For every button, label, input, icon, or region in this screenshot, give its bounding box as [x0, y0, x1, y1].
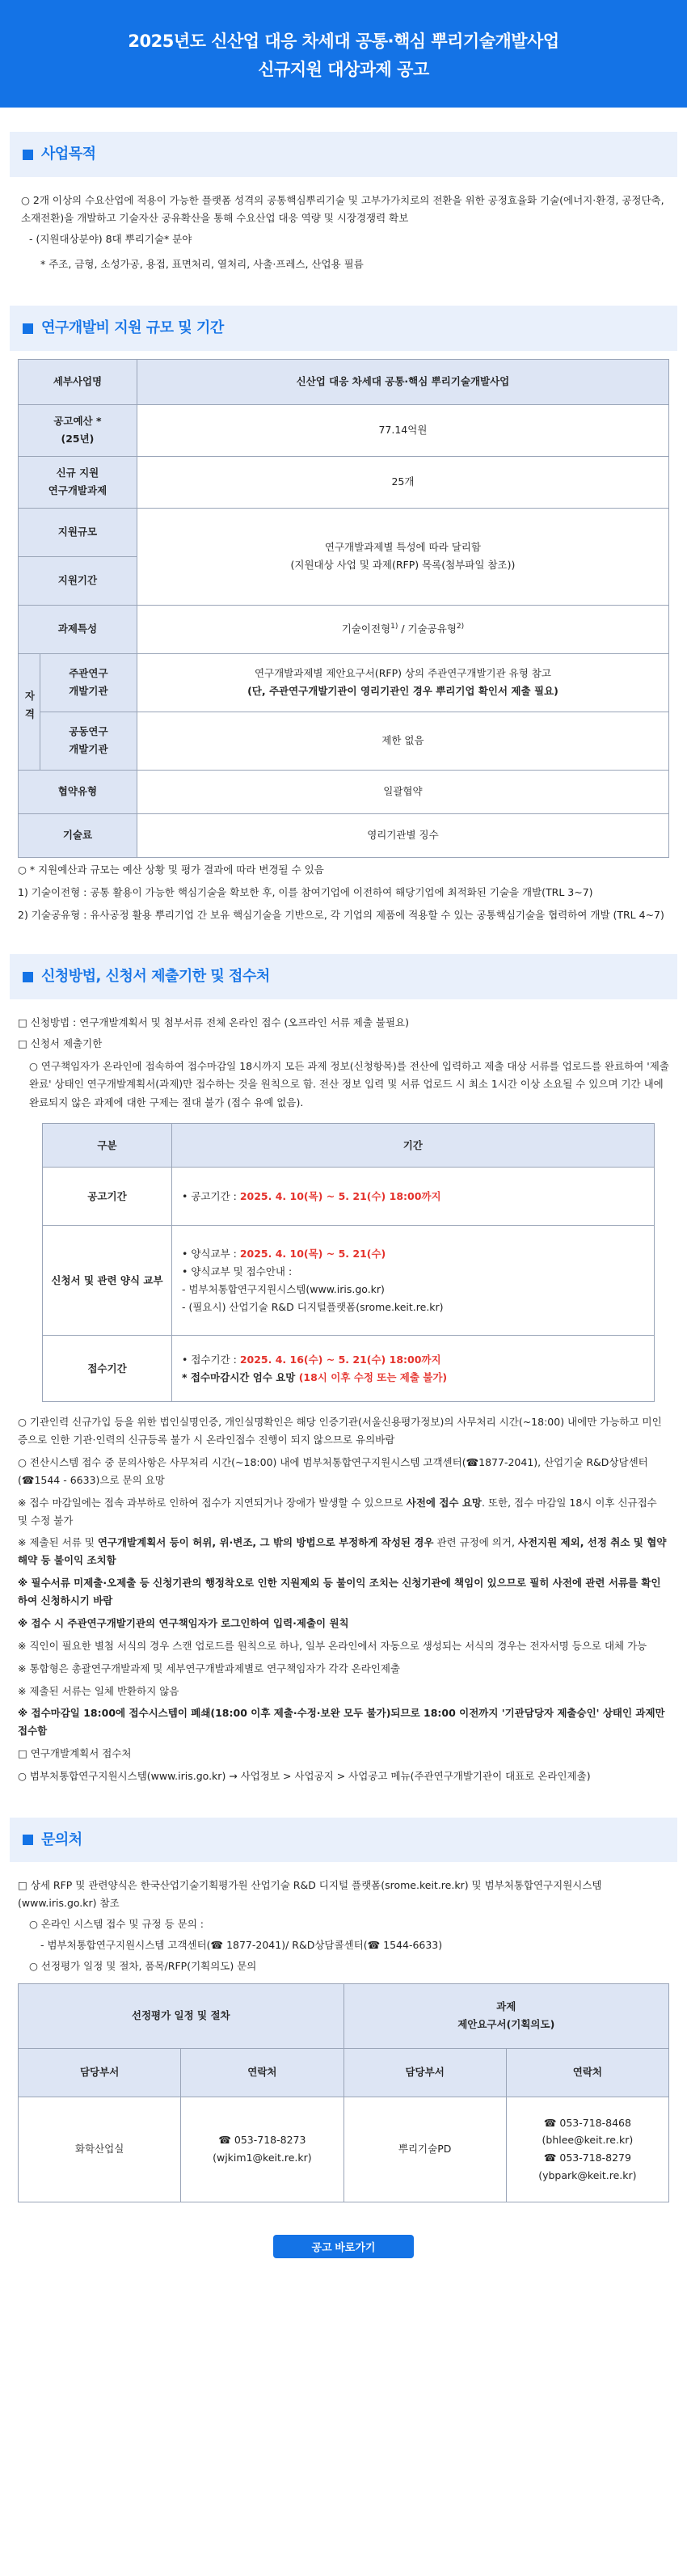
cell-text: (25년) [61, 433, 95, 446]
cell-text: • 양식교부 및 접수안내 : [182, 1265, 293, 1277]
table-cell: 77.14억원 [137, 404, 668, 456]
table-cell [137, 508, 668, 605]
application-note: ※ 직인이 필요한 별첨 서식의 경우 스캔 업로드를 원칙으로 하나, 일부 온라인에서 자동으로 생성되는 서식의 경우는 전자서명 등으로 대체 가능 [18, 1639, 647, 1652]
table-header-cell: 기술료 [19, 813, 137, 857]
table-header-cell: 연락처 [181, 2048, 344, 2097]
cell-text: 기술이전형 [341, 623, 391, 636]
table-header-cell [19, 653, 40, 770]
cell-text: - (필요시) 산업기술 R&D 디지털플랫폼(srome.keit.re.kr) [182, 1300, 444, 1313]
table-header-cell: 기간 [172, 1124, 655, 1168]
date-highlight: 2025. 4. 10(목) ~ 5. 21(수) [239, 1247, 386, 1260]
application-deadline-heading: □ 신청서 제출기한 [18, 1037, 103, 1049]
cell-text: 개발기관 [69, 743, 108, 756]
cell-text: 연구개발과제별 제안요구서(RFP) 상의 주관연구개발기관 유형 참고 [254, 667, 551, 680]
table-cell: 접수기간 [43, 1336, 172, 1402]
date-highlight: 2025. 4. 16(수) ~ 5. 21(수) 18:00까지 [239, 1353, 441, 1366]
application-note: ○ 전산시스템 접수 중 문의사항은 사무처리 시간(~18:00) 내에 범부처통합연구지원시스템 고객센터(☎1877-2041), 산업기술 R&D상담센터(☎1544 - 6633)으로 문의 요망 [18, 1455, 648, 1486]
table-header-cell [40, 653, 137, 712]
table-header-cell: 세부사업명 [19, 359, 137, 404]
table-row [43, 1226, 655, 1336]
application-note [18, 1494, 669, 1530]
cell-text: (단, 주관연구개발기관이 영리기관인 경우 뿌리기업 확인서 제출 필요) [247, 685, 558, 698]
cell-text: 연구개발과제 [48, 484, 107, 497]
application-method: □ 신청방법 : 연구개발계획서 및 첨부서류 전체 온라인 접수 (오프라인 서류 제출 불필요) [18, 1016, 410, 1028]
cell-text: 과제 [496, 2000, 516, 2013]
email-text: (ybpark@keit.re.kr) [538, 2169, 637, 2182]
purpose-body [10, 177, 677, 274]
table-header-cell: 담당부서 [344, 2048, 506, 2097]
table-cell [181, 2097, 344, 2202]
cell-text: / 기술공유형 [398, 623, 457, 636]
application-body [10, 999, 677, 1785]
contact-table [18, 1983, 669, 2202]
table-header-cell: 담당부서 [19, 2048, 181, 2097]
application-note: ○ 기관인력 신규가입 등을 위한 법인실명인증, 개인실명확인은 해당 인증기관(서울신용평가정보)의 사무처리 시간(~18:00) 내에만 가능하고 미인증으로 인한 기관·인력의 신규등록 불가 시 온라인접수 진행이 되지 않으므로 유의바람 [18, 1416, 662, 1446]
table-row [19, 605, 669, 653]
square-bullet-icon [23, 150, 33, 160]
table-row [19, 359, 669, 404]
table-header-cell: 지원기간 [19, 556, 137, 605]
application-note: ※ 제출된 서류는 일체 반환하지 않음 [18, 1684, 179, 1697]
table-row [19, 2048, 669, 2097]
contact-text: ○ 온라인 시스템 접수 및 규정 등 문의 : [29, 1918, 204, 1931]
table-cell: 영리기관별 징수 [137, 813, 668, 857]
notice-header [0, 0, 687, 108]
table-row [19, 653, 669, 712]
cell-text: 개발기관 [69, 685, 108, 698]
purpose-text: ○ 2개 이상의 수요산업에 적용이 가능한 플랫폼 성격의 공통핵심뿌리기술 및 고부가가치로의 전환을 위한 공정효율화 기술(에너지·환경, 공정단축, 소재전환)을 개발하고 기술자산 공유확산을 통해 수요산업 대응 역량 및 시장경쟁력 확보 [21, 193, 664, 224]
cell-text: • 공고기간 : [182, 1189, 240, 1202]
application-note [18, 1534, 669, 1569]
cell-text: (지원대상 사업 및 과제(RFP) 목록(첨부파일 참조)) [290, 559, 516, 572]
square-bullet-icon [23, 1835, 33, 1845]
application-note: ※ 접수 시 주관연구개발기관의 연구책임자가 로그인하여 입력·제출이 원칙 [18, 1616, 349, 1629]
cell-text: 사전에 접수 요망 [406, 1496, 483, 1509]
table-row [19, 404, 669, 456]
application-note: ※ 접수마감일 18:00에 접수시스템이 폐쇄(18:00 이후 제출·수정·보완 모두 불가)되므로 18:00 이전까지 '기관담당자 제출승인' 상태인 과제만 접수함 [18, 1707, 665, 1738]
cell-text: . 또한, 접수 마감일 18시 이후 신규접수 및 수정 불가 [18, 1496, 657, 1527]
table-row [19, 456, 669, 508]
section-title: 문의처 [41, 1831, 82, 1848]
table-row [43, 1124, 655, 1168]
purpose-note: * 주조, 금형, 소성가공, 용접, 표면처리, 열처리, 사출·프레스, 산업용 필름 [40, 258, 364, 271]
table-row [43, 1168, 655, 1226]
section-title: 신청방법, 신청서 제출기한 및 접수처 [41, 968, 270, 986]
cell-text: • 접수기간 : [182, 1353, 240, 1366]
cell-text: ※ 제출된 서류 및 [18, 1536, 98, 1549]
cell-text: 연구개발과제별 특성에 따라 달리함 [324, 541, 481, 554]
contact-text: ○ 선정평가 일정 및 절차, 품목/RFP(기획의도) 문의 [29, 1959, 257, 1972]
table-cell: 제한 없음 [137, 712, 668, 770]
table-cell [137, 653, 668, 712]
footnote-marker: 1) [390, 623, 398, 631]
table-header-cell: 신산업 대응 차세대 공통·핵심 뿌리기술개발사업 [137, 359, 668, 404]
section-title: 연구개발비 지원 규모 및 기간 [41, 319, 224, 337]
table-header-cell: 협약유형 [19, 770, 137, 813]
cell-text: 신규 지원 [56, 467, 99, 479]
square-bullet-icon [23, 972, 33, 982]
application-note: ※ 필수서류 미제출·오제출 등 신청기관의 행정착오로 인한 지원제외 등 불이익 조치는 신청기관에 책임이 있으므로 필히 사전에 관련 서류를 확인하여 신청하시기 바람 [18, 1577, 661, 1607]
cell-text: 사전지원 제외, 선정 취소 및 협약해약 등 불이익 조치함 [18, 1536, 667, 1567]
footnote-marker: 2) [456, 623, 465, 631]
funding-table [18, 359, 669, 858]
table-header-cell [344, 1983, 669, 2048]
section-heading-purpose [10, 132, 677, 177]
table-row [19, 508, 669, 556]
notice-title-line2: 신규지원 대상과제 공고 [258, 59, 429, 79]
funding-body [10, 351, 677, 924]
table-cell: 뿌리기술PD [344, 2097, 506, 2202]
table-row [19, 1983, 669, 2048]
date-highlight: 2025. 4. 10(목) ~ 5. 21(수) 18:00까지 [239, 1189, 441, 1202]
cell-text: 자격 [23, 690, 36, 728]
funding-note: ○ * 지원예산과 규모는 예산 상황 및 평가 결과에 따라 변경될 수 있음 [18, 863, 324, 876]
email-text: (bhlee@keit.re.kr) [542, 2134, 634, 2147]
cell-text: 공고예산 * [53, 415, 102, 428]
section-heading-funding [10, 306, 677, 351]
schedule-table [42, 1123, 655, 1402]
footer-button-area [10, 2202, 677, 2291]
date-highlight: (18시 이후 수정 또는 제출 불가) [298, 1370, 448, 1383]
table-cell [137, 605, 668, 653]
table-cell: 신청서 및 관련 양식 교부 [43, 1226, 172, 1336]
table-header-cell [19, 456, 137, 508]
cell-text: 제안요구서(기획의도) [457, 2018, 555, 2031]
cell-text: ☎ 053-718-8468 [543, 2116, 631, 2129]
table-cell: 일괄협약 [137, 770, 668, 813]
table-cell: 화학산업실 [19, 2097, 181, 2202]
table-cell: 공고기간 [43, 1168, 172, 1226]
cell-text: 공동연구 [69, 725, 108, 738]
table-header-cell: 지원규모 [19, 508, 137, 556]
table-header-cell: 과제특성 [19, 605, 137, 653]
table-header-cell: 연락처 [506, 2048, 668, 2097]
funding-footnote-1: 1) 기술이전형 : 공통 활용이 가능한 핵심기술을 확보한 후, 이를 참여기업에 이전하여 해당기업에 최적화된 기술을 개발(TRL 3~7) [18, 885, 593, 898]
table-cell [506, 2097, 668, 2202]
table-header-cell [40, 712, 137, 770]
section-heading-contact [10, 1818, 677, 1863]
table-row [19, 2097, 669, 2202]
application-deadline-text: ○ 연구책임자가 온라인에 접속하여 접수마감일 18시까지 모든 과제 정보(신청항목)를 전산에 입력하고 제출 대상 서류를 업로드를 완료하여 '제출완료' 상태인 연구개발계획서(과제)만 접수하는 것을 원칙으로 함. 전산 정보 입력 및 서류 업로드 시 최소 1시간 이상 소요될 수 있으며 기간 내에 완료되지 않은 과제에 대한 구제는 절대 불가 (접수 유예 없음). [29, 1059, 669, 1109]
contact-text: □ 상세 RFP 및 관련양식은 한국산업기술기획평가원 산업기술 R&D 디지털 플랫폼(srome.keit.re.kr) 및 범부처통합연구지원시스템 (www.iris.go.kr) 참조 [18, 1879, 602, 1910]
table-cell [172, 1226, 655, 1336]
table-header-cell: 선정평가 일정 및 절차 [19, 1983, 344, 2048]
table-row [19, 712, 669, 770]
cell-text: 주관연구 [69, 667, 108, 680]
purpose-target: - (지원대상분야) 8대 뿌리기술* 분야 [29, 232, 192, 245]
contact-body [10, 1862, 677, 2202]
application-receipt-text: ○ 범부처통합연구지원시스템(www.iris.go.kr) → 사업정보 > 사업공지 > 사업공고 메뉴(주관연구개발기관이 대표로 온라인제출) [18, 1770, 591, 1783]
section-title: 사업목적 [41, 146, 96, 163]
cell-text: ☎ 053-718-8279 [543, 2152, 631, 2164]
cell-text: ※ 접수 마감일에는 접속 과부하로 인하여 접수가 지연되거나 장애가 발생할 수 있으므로 [18, 1496, 407, 1509]
square-bullet-icon [23, 323, 33, 334]
cell-text: - 범부처통합연구지원시스템(www.iris.go.kr) [182, 1282, 385, 1295]
table-header-cell: 구분 [43, 1124, 172, 1168]
application-receipt-heading: □ 연구개발계획서 접수처 [18, 1747, 132, 1760]
table-cell [172, 1168, 655, 1226]
notice-title-line1: 2025년도 신산업 대응 차세대 공통·핵심 뿌리기술개발사업 [128, 32, 559, 51]
contact-text: - 범부처통합연구지원시스템 고객센터(☎ 1877-2041)/ R&D상담콜센터(☎ 1544-6633) [40, 1939, 443, 1952]
cell-text: ☎ 053-718-8273 [218, 2134, 306, 2147]
table-row [19, 770, 669, 813]
table-row [43, 1336, 655, 1402]
email-text: (wjkim1@keit.re.kr) [213, 2152, 312, 2164]
table-cell [172, 1336, 655, 1402]
cell-text: * 접수마감시간 엄수 요망 [182, 1370, 299, 1383]
table-row [19, 813, 669, 857]
funding-footnote-2: 2) 기술공유형 : 유사공정 활용 뿌리기업 간 보유 핵심기술을 기반으로, 각 기업의 제품에 적용할 수 있는 공통핵심기술을 협력하여 개발 (TRL 4~7) [18, 908, 664, 921]
cell-text: 관련 규정에 의거, [433, 1536, 518, 1549]
application-note: ※ 통합형은 총괄연구개발과제 및 세부연구개발과제별로 연구책임자가 각각 온라인제출 [18, 1662, 400, 1674]
section-heading-application [10, 954, 677, 999]
cell-text: • 양식교부 : [182, 1247, 240, 1260]
cell-text: 연구개발계획서 등이 허위, 위·변조, 그 밖의 방법으로 부정하게 작성된 경우 [97, 1536, 434, 1549]
table-cell: 25개 [137, 456, 668, 508]
go-to-notice-button[interactable]: 공고 바로가기 [273, 2235, 415, 2258]
table-header-cell [19, 404, 137, 456]
page-content [0, 132, 687, 2291]
